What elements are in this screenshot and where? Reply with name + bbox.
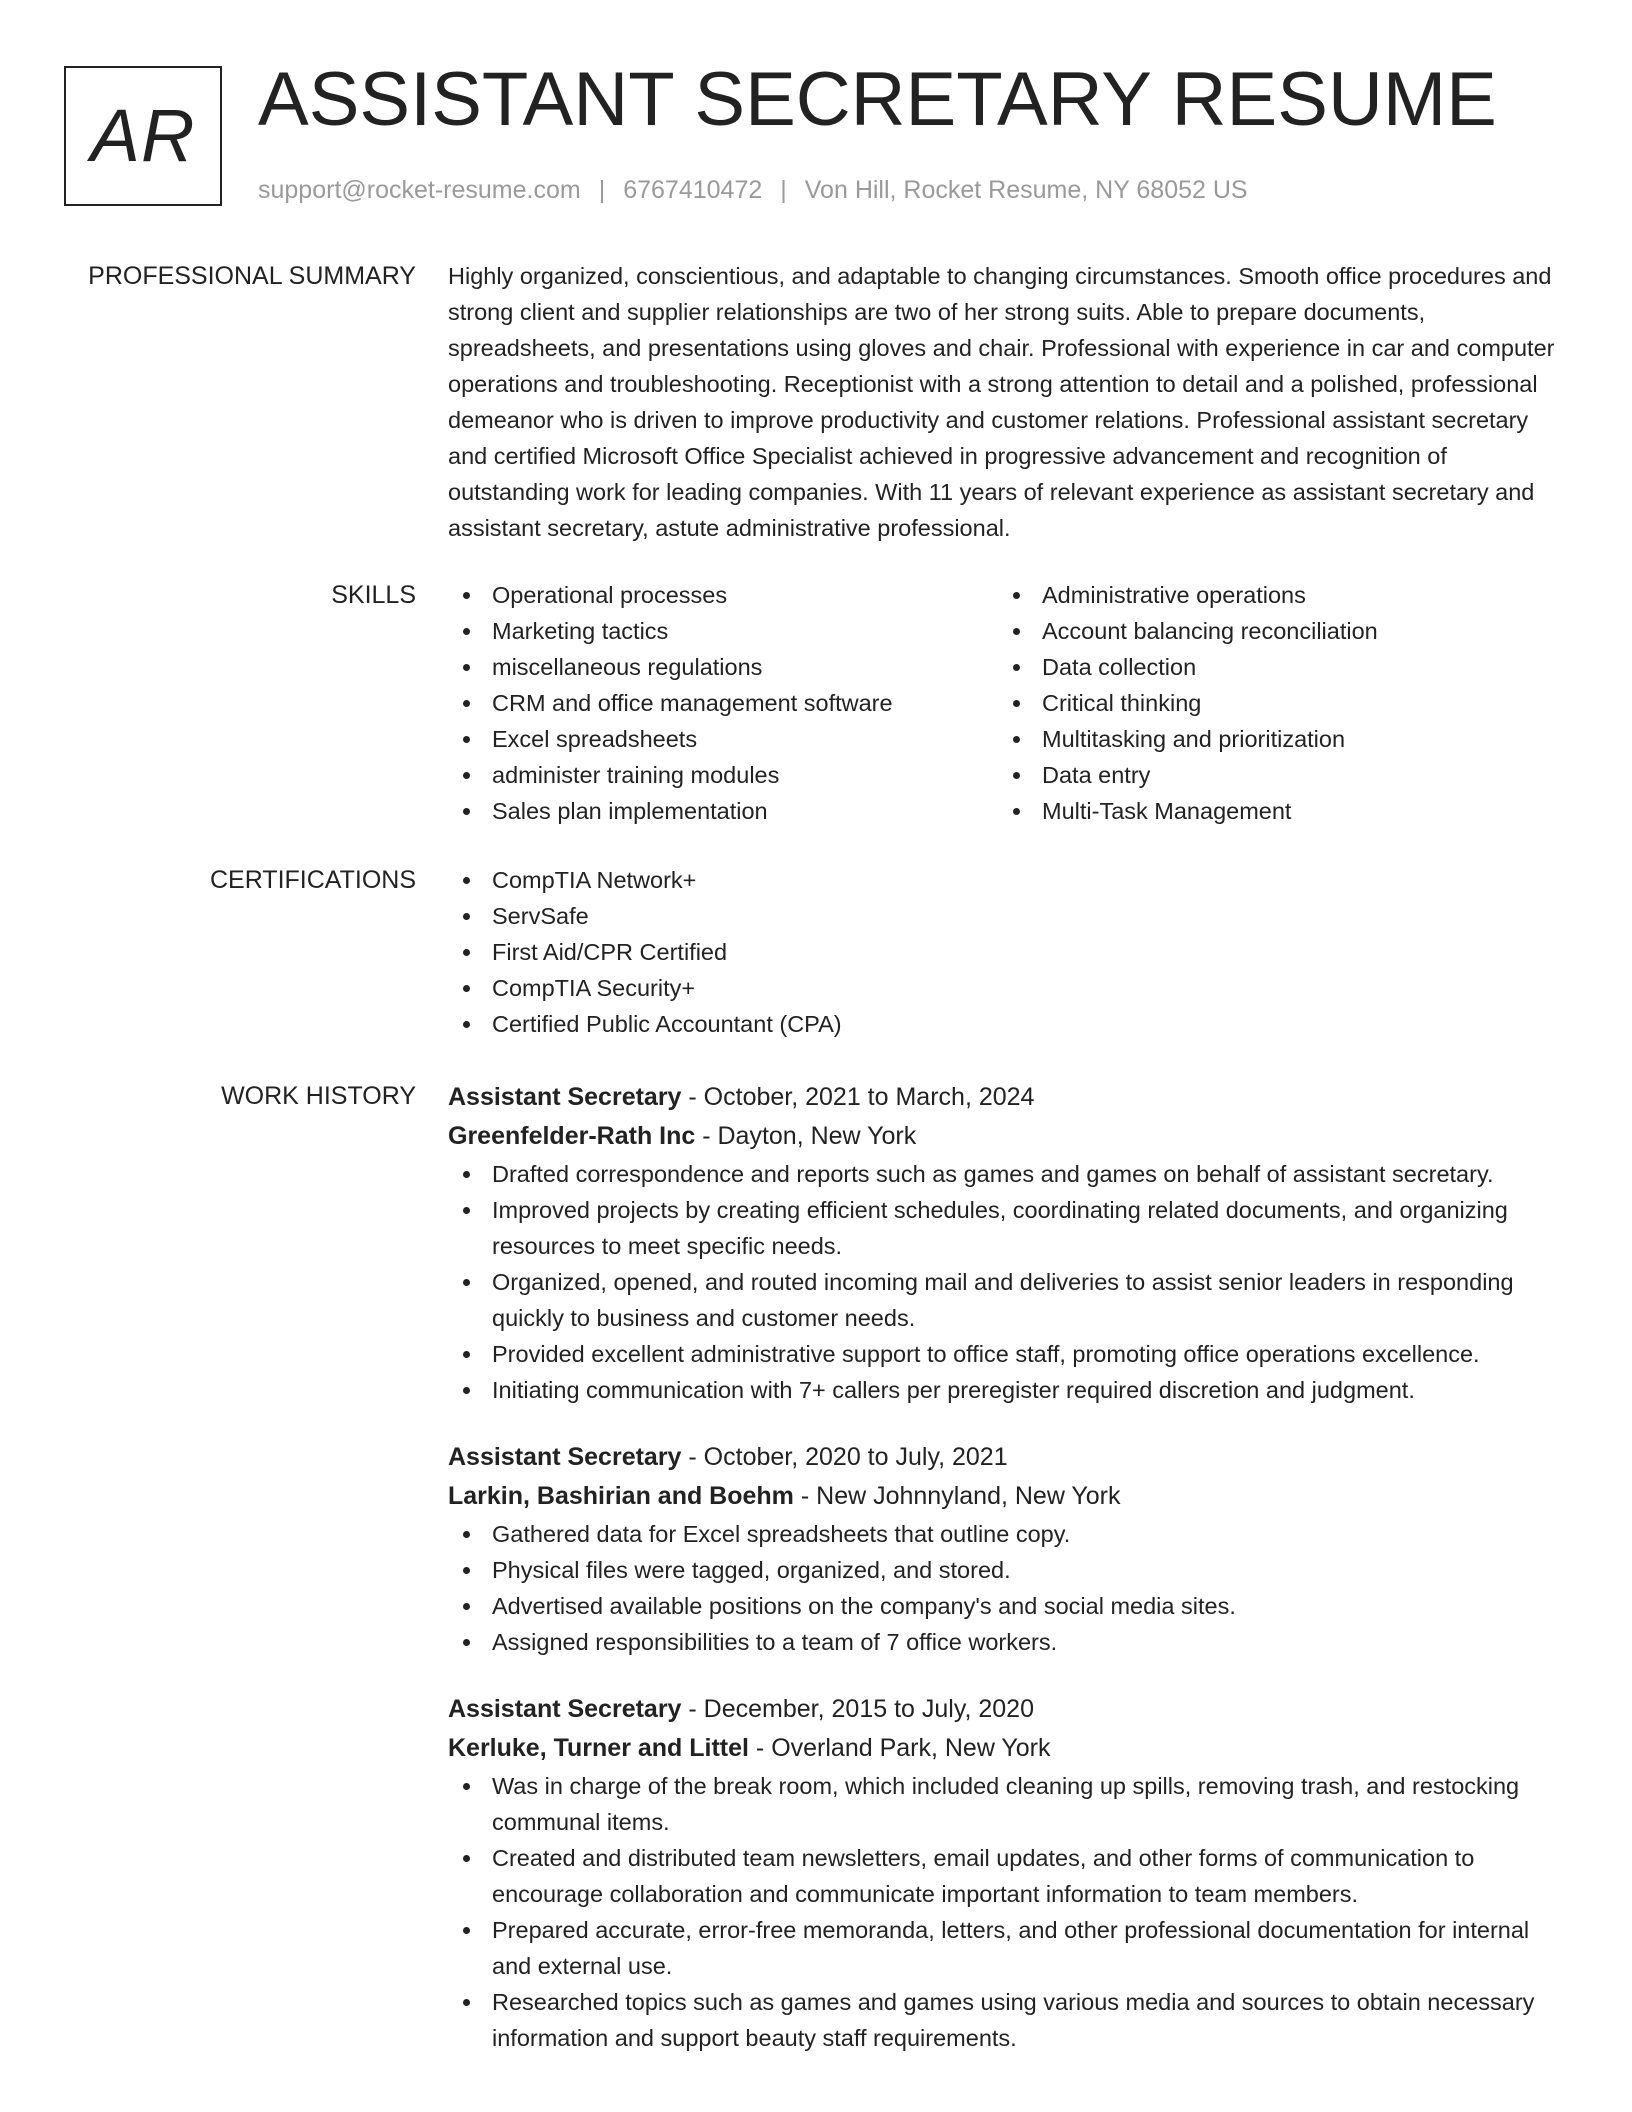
summary-body — [448, 258, 1568, 546]
job-bullet: Initiating communication with 7+ callers per preregister required discretion and judgment. — [448, 1372, 1568, 1408]
certification-item: CompTIA Security+ — [448, 970, 1568, 1006]
skill-item: administer training modules — [448, 757, 998, 793]
skill-item: Data entry — [998, 757, 1548, 793]
skill-item: Critical thinking — [998, 685, 1548, 721]
job-title-line — [448, 1690, 1568, 1728]
certifications-list — [448, 862, 1568, 1042]
job-bullets — [448, 1156, 1568, 1408]
job-bullet: Created and distributed team newsletters, email updates, and other forms of communication to encourage collaboration and communicate important information to team members. — [448, 1840, 1568, 1912]
job-company-line — [448, 1476, 1568, 1516]
monogram-box — [64, 66, 222, 206]
section-label-certifications: CERTIFICATIONS — [209, 866, 416, 894]
job-bullet: Organized, opened, and routed incoming mail and deliveries to assist senior leaders in responding quickly to business and customer needs. — [448, 1264, 1568, 1336]
job-bullet: Improved projects by creating efficient schedules, coordinating related documents, and organizing resources to meet specific needs. — [448, 1192, 1568, 1264]
certifications-body — [448, 862, 1568, 1042]
skill-item: miscellaneous regulations — [448, 649, 998, 685]
contact-separator: | — [780, 176, 787, 204]
contact-email: support@rocket-resume.com — [258, 176, 581, 204]
job-company: Larkin, Bashirian and Boehm — [448, 1482, 794, 1510]
skill-item: Multi-Task Management — [998, 793, 1548, 829]
job-location: - Dayton, New York — [695, 1122, 917, 1150]
job-location: - Overland Park, New York — [748, 1734, 1051, 1762]
job-company: Greenfelder-Rath Inc — [448, 1122, 696, 1150]
skill-item: Data collection — [998, 649, 1548, 685]
job-entry — [448, 1690, 1568, 2056]
job-company-line — [448, 1728, 1568, 1768]
job-bullet: Gathered data for Excel spreadsheets that outline copy. — [448, 1516, 1568, 1552]
job-bullet: Researched topics such as games and games using various media and sources to obtain necessary information and support beauty staff requirements. — [448, 1984, 1568, 2056]
contact-phone: 6767410472 — [623, 176, 763, 204]
job-company-line — [448, 1116, 1568, 1156]
contact-line — [258, 176, 1248, 205]
skills-body — [448, 577, 1568, 829]
skill-item: Sales plan implementation — [448, 793, 998, 829]
job-title-line — [448, 1438, 1568, 1476]
job-dates: - December, 2015 to July, 2020 — [681, 1695, 1034, 1723]
skill-item: Marketing tactics — [448, 613, 998, 649]
certification-item: ServSafe — [448, 898, 1568, 934]
job-bullet: Drafted correspondence and reports such as games and games on behalf of assistant secretary. — [448, 1156, 1568, 1192]
job-title: Assistant Secretary — [448, 1083, 682, 1111]
job-bullet: Prepared accurate, error-free memoranda, letters, and other professional documentation for internal and external use. — [448, 1912, 1568, 1984]
skills-list-left — [448, 577, 998, 829]
job-bullet: Was in charge of the break room, which included cleaning up spills, removing trash, and restocking communal items. — [448, 1768, 1568, 1840]
skills-grid — [448, 577, 1568, 829]
resume-title: ASSISTANT SECRETARY RESUME — [258, 57, 1497, 142]
job-title: Assistant Secretary — [448, 1443, 682, 1471]
job-bullet: Provided excellent administrative support to office staff, promoting office operations excellence. — [448, 1336, 1568, 1372]
job-title: Assistant Secretary — [448, 1695, 682, 1723]
job-dates: - October, 2021 to March, 2024 — [681, 1083, 1035, 1111]
job-bullet: Physical files were tagged, organized, and stored. — [448, 1552, 1568, 1588]
summary-text: Highly organized, conscientious, and adaptable to changing circumstances. Smooth office procedures and strong client and supplier relationships are two of her strong suits. Able to prepare documents, spreadsheets, and presentations using gloves and chair. Professional with experience in car and computer operations and troubleshooting. Receptionist with a strong attention to detail and a polished, professional demeanor who is driven to improve productivity and customer relations. Professional assistant secretary and certified Microsoft Office Specialist achieved in progressive advancement and recognition of outstanding work for leading companies. With 11 years of relevant experience as assistant secretary and assistant secretary, astute administrative professional. — [448, 263, 1555, 541]
skill-item: Operational processes — [448, 577, 998, 613]
job-bullet: Advertised available positions on the company's and social media sites. — [448, 1588, 1568, 1624]
job-company: Kerluke, Turner and Littel — [448, 1734, 749, 1762]
section-label-skills: SKILLS — [331, 581, 416, 609]
certification-item: Certified Public Accountant (CPA) — [448, 1006, 1568, 1042]
job-entry — [448, 1438, 1568, 1660]
contact-separator: | — [598, 176, 606, 204]
job-bullets — [448, 1768, 1568, 2056]
job-bullets — [448, 1516, 1568, 1660]
job-dates: - October, 2020 to July, 2021 — [681, 1443, 1008, 1471]
section-label-work-history: WORK HISTORY — [221, 1082, 416, 1110]
job-bullet: Assigned responsibilities to a team of 7 office workers. — [448, 1624, 1568, 1660]
job-location: - New Johnnyland, New York — [793, 1482, 1121, 1510]
skill-item: Multitasking and prioritization — [998, 721, 1548, 757]
section-label-summary: PROFESSIONAL SUMMARY — [88, 262, 416, 290]
work-history-body — [448, 1078, 1568, 2056]
monogram-initials: AR — [90, 94, 196, 177]
job-title-line — [448, 1078, 1568, 1116]
contact-address: Von Hill, Rocket Resume, NY 68052 US — [804, 176, 1248, 204]
certification-item: CompTIA Network+ — [448, 862, 1568, 898]
skill-item: Account balancing reconciliation — [998, 613, 1548, 649]
skill-item: CRM and office management software — [448, 685, 998, 721]
certification-item: First Aid/CPR Certified — [448, 934, 1568, 970]
skills-list-right — [998, 577, 1548, 829]
skill-item: Excel spreadsheets — [448, 721, 998, 757]
skill-item: Administrative operations — [998, 577, 1548, 613]
job-entry — [448, 1078, 1568, 1408]
